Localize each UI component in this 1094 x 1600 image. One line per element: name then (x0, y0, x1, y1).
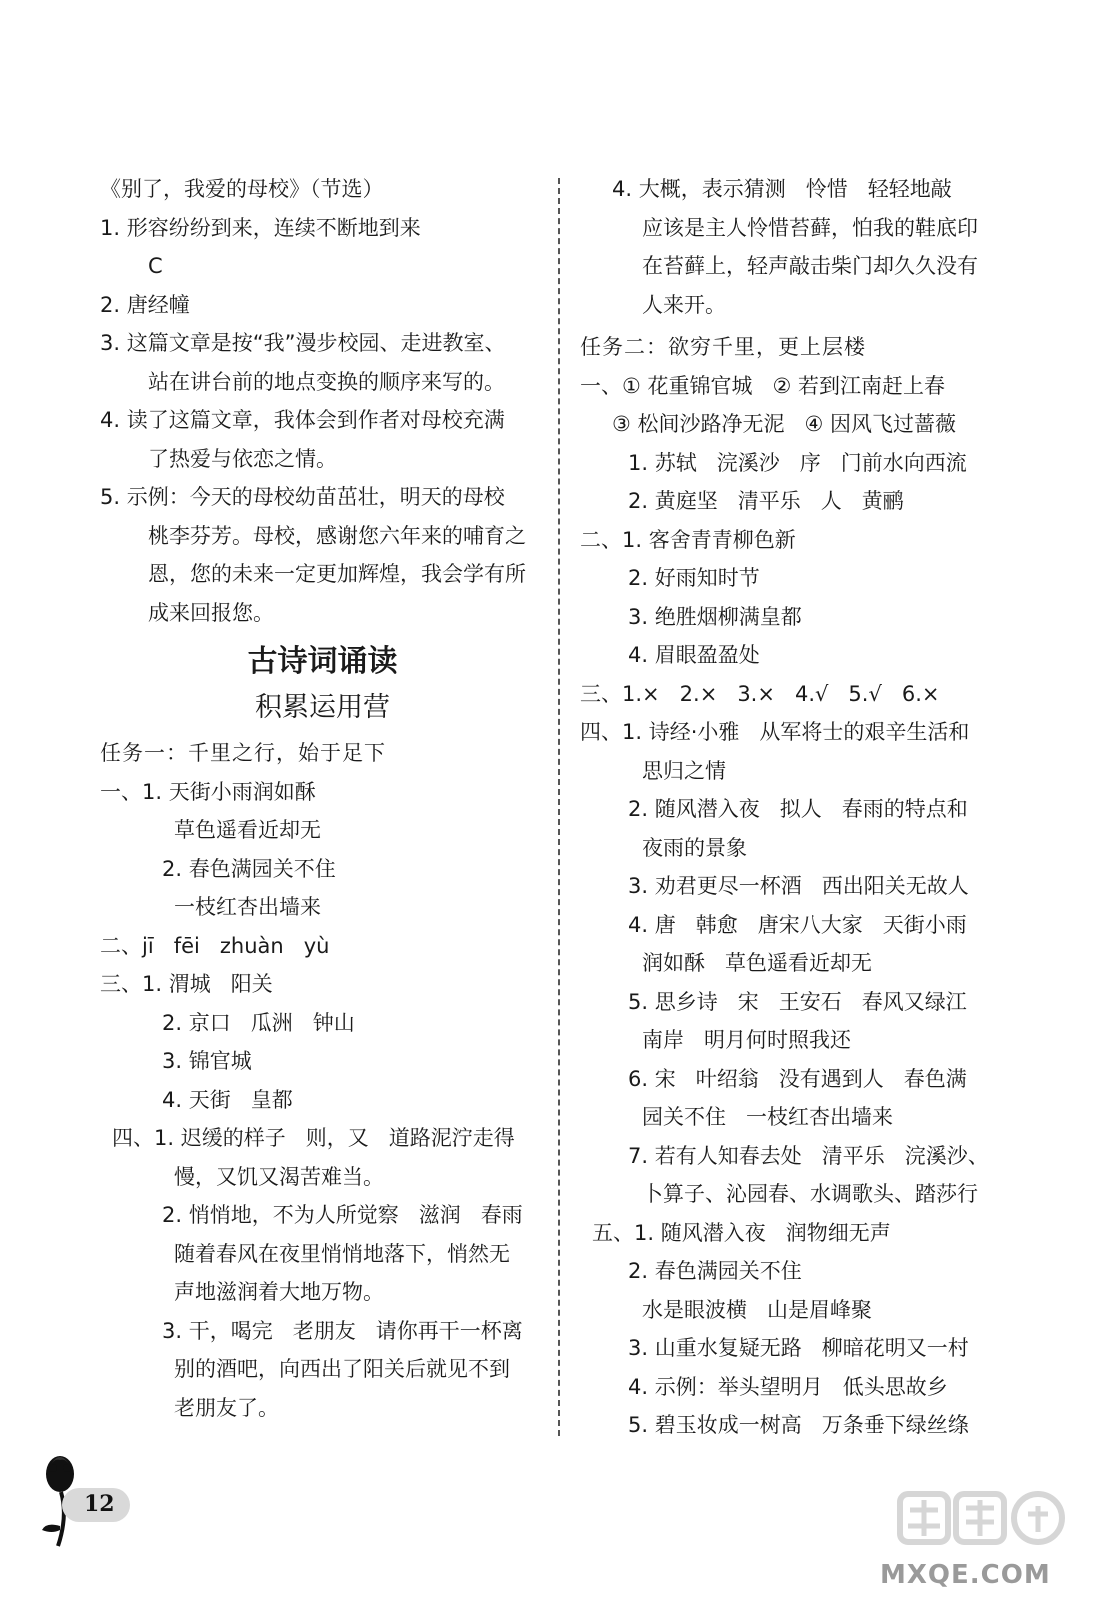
column-divider (558, 178, 560, 1436)
answer-line: 2. 春色满园关不住 (162, 856, 336, 881)
answer-line: 站在讲台前的地点变换的顺序来写的。 (148, 369, 505, 394)
answer-line: 成来回报您。 (148, 600, 274, 625)
answer-line: 夜雨的景象 (642, 835, 747, 860)
answer-line: 别的酒吧，向西出了阳关后就见不到 (174, 1357, 510, 1381)
answer-line: 3. 绝胜烟柳满皇都 (628, 604, 802, 629)
answer-line: 2. 悄悄地，不为人所觉察 滋润 春雨 (162, 1203, 523, 1227)
answer-line: 4. 大概，表示猜测 怜惜 轻轻地敲 (612, 177, 952, 201)
answer-line: 5. 碧玉妆成一树高 万条垂下绿丝绦 (628, 1413, 969, 1437)
answer-line: 4. 天街 皇都 (162, 1087, 293, 1112)
answer-line: 声地滋润着大地万物。 (174, 1280, 384, 1304)
answer-line: 4. 示例：举头望明月 低头思故乡 (628, 1374, 948, 1399)
answer-line: 南岸 明月何时照我还 (642, 1028, 852, 1052)
answer-line: 思归之情 (642, 758, 726, 783)
answer-line: 2. 随风潜入夜 拟人 春雨的特点和 (628, 797, 968, 821)
answer-line: 三、1.× 2.× 3.× 4.√ 5.√ 6.× (580, 681, 940, 706)
answer-line: 7. 若有人知春去处 清平乐 浣溪沙、 (628, 1143, 989, 1168)
answer-line: 2. 春色满园关不住 (628, 1259, 802, 1283)
answer-line: 水是眼波横 山是眉峰聚 (642, 1297, 873, 1322)
answer-line: 润如酥 草色遥看近却无 (642, 951, 873, 975)
answer-line: 草色遥看近却无 (174, 818, 321, 842)
answer-line: ③ 松间沙路净无泥 ④ 因风飞过蔷薇 (612, 412, 957, 436)
answer-line: 桃李芬芳。母校，感谢您六年来的哺育之 (148, 523, 526, 548)
answer-line: 四、1. 诗经·小雅 从军将士的艰辛生活和 (580, 720, 970, 744)
watermark-text: MXQE.COM (880, 1560, 1051, 1590)
answer-line: 1. 苏轼 浣溪沙 序 门前水向西流 (628, 450, 967, 475)
answer-line: 卜算子、沁园春、水调歌头、踏莎行 (642, 1182, 978, 1206)
page-number: 12 (84, 1491, 115, 1517)
answer-line: 五、1. 随风潜入夜 润物细无声 (592, 1220, 891, 1245)
answer-line: 4. 读了这篇文章，我体会到作者对母校充满 (100, 408, 505, 432)
task-one-answers (100, 773, 545, 1428)
answer-line: 5. 思乡诗 宋 王安石 春风又绿江 (628, 989, 967, 1014)
answer-line: 4. 唐 韩愈 唐宋八大家 天街小雨 (628, 912, 967, 937)
answer-line: 1. 形容纷纷到来，连续不断地到来 (100, 215, 421, 240)
answer-line: 《别了，我爱的母校》（节选） (100, 177, 384, 201)
answer-line: 3. 这篇文章是按“我”漫步校园、走进教室、 (100, 331, 506, 355)
answer-line: 2. 好雨知时节 (628, 566, 760, 590)
answer-line: 二、jī fēi zhuàn yù (100, 933, 330, 958)
task-two-heading: 任务二：欲穷千里，更上层楼 (580, 335, 866, 359)
answer-line: 随着春风在夜里悄悄地落下，悄然无 (174, 1241, 510, 1266)
answer-line: 应该是主人怜惜苔藓，怕我的鞋底印 (642, 215, 978, 240)
answer-line: 慢，又饥又渴苦难当。 (174, 1164, 384, 1189)
answer-line: 3. 山重水复疑无路 柳暗花明又一村 (628, 1336, 969, 1360)
answer-line: 四、1. 迟缓的样子 则，又 道路泥泞走得 (112, 1126, 515, 1150)
section-subtitle: 积累运用营 (255, 692, 390, 723)
answer-line: C (148, 254, 163, 278)
answer-line: 3. 锦官城 (162, 1049, 252, 1073)
answer-line: 2. 唐经幢 (100, 292, 190, 317)
section-title: 古诗词诵读 (247, 644, 398, 679)
right-answers (580, 170, 1030, 324)
task-two-answers (580, 367, 1030, 1445)
answer-line: 老朋友了。 (174, 1395, 279, 1420)
answer-line: 人来开。 (642, 292, 726, 317)
answer-line: 在苔藓上，轻声敲击柴门却久久没有 (642, 254, 978, 278)
answer-line: 了热爱与依恋之情。 (148, 446, 337, 471)
answer-line: 6. 宋 叶绍翁 没有遇到人 春色满 (628, 1066, 967, 1091)
answer-line: 5. 示例：今天的母校幼苗茁壮，明天的母校 (100, 485, 505, 509)
left-answers (100, 170, 545, 632)
answer-line: 二、1. 客舍青青柳色新 (580, 527, 796, 552)
left-column (100, 170, 545, 1427)
answer-line: 一、1. 天街小雨润如酥 (100, 779, 316, 804)
answer-line: 恩，您的未来一定更加辉煌，我会学有所 (148, 562, 526, 586)
answer-line: 4. 眉眼盈盈处 (628, 643, 760, 667)
answer-line: 三、1. 渭城 阳关 (100, 972, 273, 996)
answer-line: 3. 干，喝完 老朋友 请你再干一杯离 (162, 1318, 523, 1343)
answer-line: 一、① 花重锦官城 ② 若到江南赶上春 (580, 373, 946, 398)
answer-line: 2. 黄庭坚 清平乐 人 黄鹂 (628, 489, 904, 513)
task-one-heading: 任务一：千里之行，始于足下 (100, 741, 386, 765)
answer-line: 2. 京口 瓜洲 钟山 (162, 1010, 355, 1035)
answer-line: 园关不住 一枝红杏出墙来 (642, 1105, 894, 1129)
answer-line: 一枝红杏出墙来 (174, 895, 321, 919)
right-column (580, 170, 1030, 1445)
answer-line: 3. 劝君更尽一杯酒 西出阳关无故人 (628, 874, 969, 898)
